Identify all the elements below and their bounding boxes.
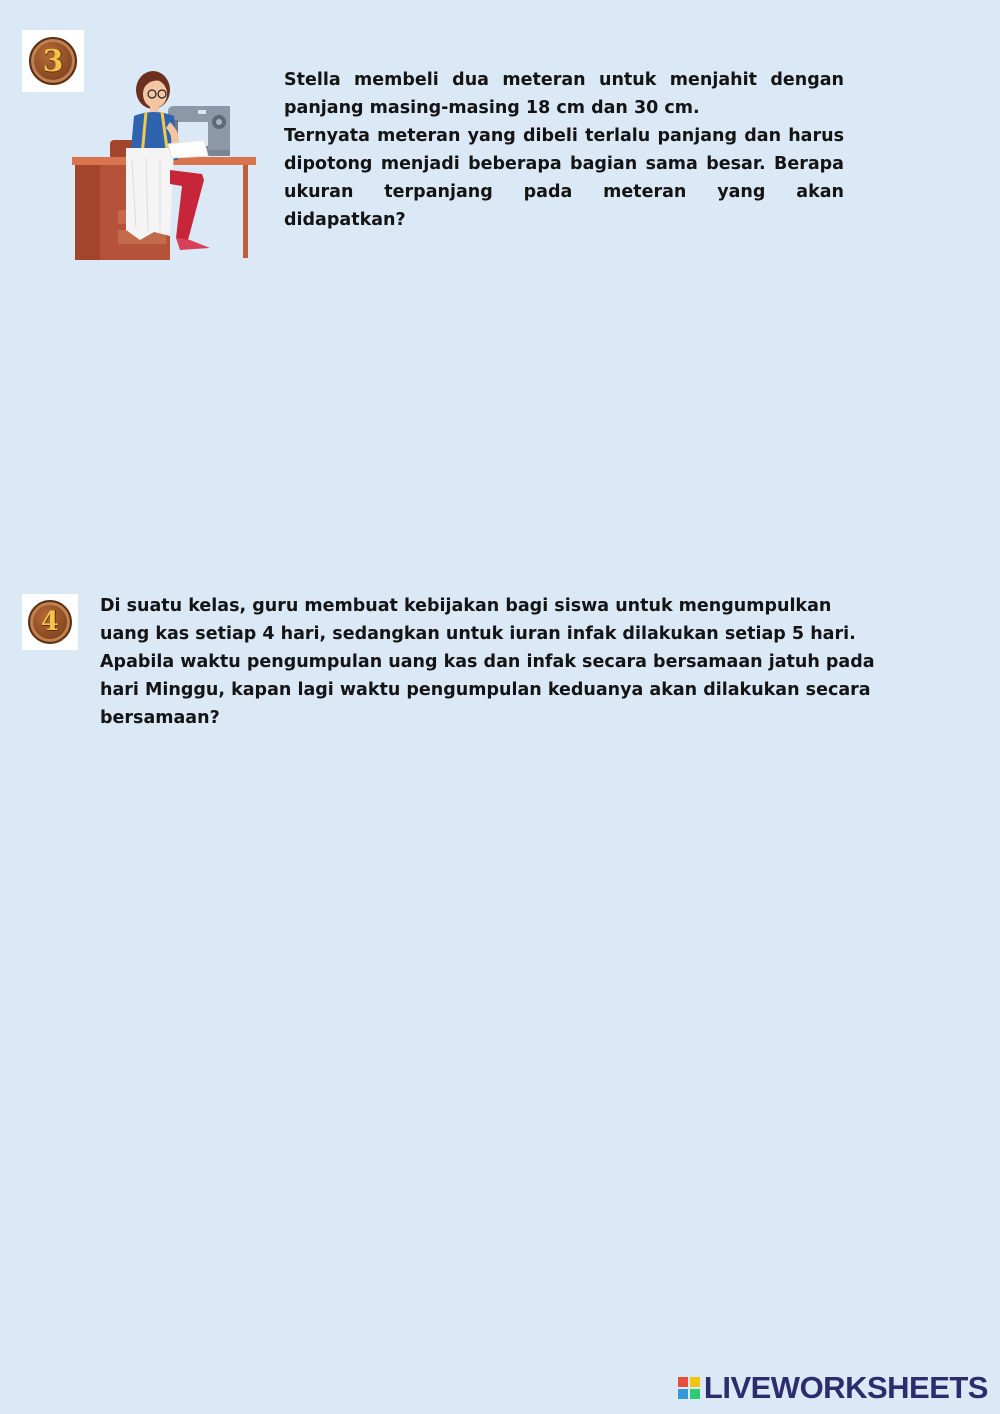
question-3-paragraph-1: Stella membeli dua meteran untuk menjahit dengan panjang masing-masing 18 cm dan 30 cm. <box>284 70 844 118</box>
question-4-paragraph: Di suatu kelas, guru membuat kebijakan bagi siswa untuk mengumpulkan uang kas setiap 4 hari, sedangkan untuk iuran infak dilakukan setiap 5 hari. Apabila waktu pengumpulan uang kas dan infak secara bersamaan jatuh pada hari Minggu, kapan lagi waktu pengumpulan keduanya akan dilakukan secara bersamaan? <box>100 596 875 728</box>
question-4-text <box>100 592 880 732</box>
question-3-text <box>284 66 844 234</box>
logo-cell-e <box>690 1389 700 1399</box>
logo-cell-i <box>690 1377 700 1387</box>
question-4-number-badge <box>28 600 72 644</box>
liveworksheets-logo-text: LIVEWORKSHEETS <box>703 1370 988 1405</box>
question-3-number: 3 <box>42 43 64 79</box>
liveworksheets-logo <box>678 1370 988 1406</box>
question-4-number: 4 <box>40 607 60 637</box>
apron <box>126 148 174 240</box>
question-3-paragraph-2: Ternyata meteran yang dibeli terlalu panjang dan harus dipotong menjadi beberapa bagian sama besar. Berapa ukuran terpanjang pada meteran yang akan didapatkan? <box>284 126 844 230</box>
seamstress-illustration <box>70 60 260 260</box>
liveworksheets-logo-icon <box>678 1377 700 1399</box>
question-4-badge-box <box>22 594 78 650</box>
logo-cell-v <box>678 1389 688 1399</box>
logo-cell-l <box>678 1377 688 1387</box>
